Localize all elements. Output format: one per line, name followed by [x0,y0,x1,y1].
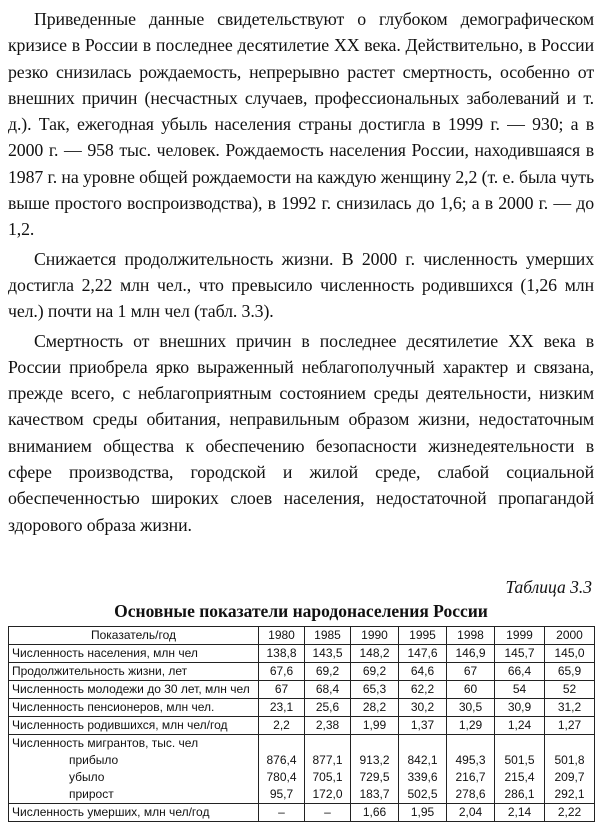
table-cell: 501,5 [495,752,545,769]
paragraph-1: Приведенные данные свидетельствуют о глубоком демографическом кризисе в России в последнее десятилетие XX века. Действительно, в России резко снизилась рождаемость, непрерывно растет смертность, особенно от внешних причин (несчастных случаев, профессиональных заболеваний и т. д.). Так, ежегодная убыль населения страны достигла в 1999 г. — 930; а в 2000 г. — 958 тыс. человек. Рождаемость населения России, находившаяся в 1987 г. на уровне общей рождаемости на каждую женщину 2,2 (т. е. была чуть выше простого воспроизводства), в 1992 г. снизилась до 1,6; а в 2000 г. — до 1,2. [8,9,594,240]
row-label: Численность родившихся, млн чел/год [9,716,259,734]
table-cell: 2,38 [305,716,351,734]
table-cell: 502,5 [399,786,447,804]
table-cell: 30,9 [495,698,545,716]
table-cell: 495,3 [447,752,495,769]
table-row [9,698,595,716]
table-cell: 877,1 [305,752,351,769]
header-cell: 2000 [545,626,595,644]
table-cell: 2,14 [495,803,545,821]
paragraph-2: Снижается продолжительность жизни. В 2000 г. численность умерших достигла 2,22 млн чел., что превысило численность родившихся (1,26 млн чел.) почти на 1 млн чел (табл. 3.3). [8,248,594,322]
table-cell: 68,4 [305,680,351,698]
table-cell: 2,04 [447,803,495,821]
table-cell: 1,66 [351,803,399,821]
table-cell: 286,1 [495,786,545,804]
table-cell: 67,6 [259,662,305,680]
table-cell: 25,6 [305,698,351,716]
table-cell: 292,1 [545,786,595,804]
table-cell: 1,24 [495,716,545,734]
table-cell: 28,2 [351,698,399,716]
table-cell: 2,22 [545,803,595,821]
table-cell: 842,1 [399,752,447,769]
table-cell: 1,29 [447,716,495,734]
population-table [8,626,595,822]
header-cell: 1999 [495,626,545,644]
table-cell: 145,7 [495,644,545,662]
table-cell: 1,95 [399,803,447,821]
table-row-migrants [9,734,595,752]
table-cell: 729,5 [351,769,399,786]
table-row [9,716,595,734]
table-row [9,662,595,680]
header-cell: Показатель/год [9,626,259,644]
header-cell: 1980 [259,626,305,644]
table-cell: 23,1 [259,698,305,716]
table-cell: 145,0 [545,644,595,662]
table-cell: 1,37 [399,716,447,734]
header-cell: 1990 [351,626,399,644]
table-cell: 278,6 [447,786,495,804]
table-row [9,803,595,821]
table-cell: 54 [495,680,545,698]
paragraph-3: Смертность от внешних причин в последнее десятилетие XX века в России приобрела ярко выраженный неблагополучный характер и связана, прежде всего, с неблагоприятным состоянием среды деятельности, низким качеством среды обитания, неправильным образом жизни, недостаточным вниманием общества к обеспечению безопасности жизнедеятельности в сфере производства, городской и жилой среде, слабой социальной обеспеченностью широких слоев населения, недостаточной пропагандой здорового образа жизни. [8,330,594,535]
table-caption: Таблица 3.3 [505,576,592,597]
table-cell: 52 [545,680,595,698]
table-cell: – [259,803,305,821]
table-cell: 1,99 [351,716,399,734]
table-cell: 339,6 [399,769,447,786]
table-cell: 31,2 [545,698,595,716]
row-label: Численность мигрантов, тыс. чел [9,734,259,752]
header-cell: 1985 [305,626,351,644]
table-row [9,644,595,662]
table-cell: 62,2 [399,680,447,698]
table-cell: 780,4 [259,769,305,786]
table-row [9,680,595,698]
table-row [9,769,595,786]
table-cell: 705,1 [305,769,351,786]
table-header-row [9,626,595,644]
table-cell: 913,2 [351,752,399,769]
row-label: Численность умерших, млн чел/год [9,803,259,821]
header-cell: 1995 [399,626,447,644]
table-cell: 2,2 [259,716,305,734]
row-label: Численность населения, млн чел [9,644,259,662]
row-label: Численность молодежи до 30 лет, млн чел [9,680,259,698]
row-label: прибыло [9,752,259,769]
table-title: Основные показатели народонаселения России [114,600,488,621]
table-cell: 30,5 [447,698,495,716]
table-cell: 66,4 [495,662,545,680]
table-row [9,752,595,769]
table-cell: 65,3 [351,680,399,698]
table-row [9,786,595,804]
table-cell: 501,8 [545,752,595,769]
table-cell: 1,27 [545,716,595,734]
table-cell: 876,4 [259,752,305,769]
table-cell: 95,7 [259,786,305,804]
table-cell: 64,6 [399,662,447,680]
body-text [8,6,594,538]
table-cell: 183,7 [351,786,399,804]
table-cell: 60 [447,680,495,698]
table-cell: 216,7 [447,769,495,786]
table-cell: 147,6 [399,644,447,662]
row-label: Численность пенсионеров, млн чел. [9,698,259,716]
table-cell: 69,2 [351,662,399,680]
table-cell: 172,0 [305,786,351,804]
table-cell: 146,9 [447,644,495,662]
table-cell: 67 [259,680,305,698]
table-cell: 143,5 [305,644,351,662]
table-cell: 30,2 [399,698,447,716]
table-cell: 69,2 [305,662,351,680]
table-cell: 209,7 [545,769,595,786]
table-cell: – [305,803,351,821]
row-label: убыло [9,769,259,786]
table-cell: 65,9 [545,662,595,680]
table-cell: 148,2 [351,644,399,662]
row-label: прирост [9,786,259,804]
table-cell: 138,8 [259,644,305,662]
table-cell: 67 [447,662,495,680]
table-cell: 215,4 [495,769,545,786]
header-cell: 1998 [447,626,495,644]
row-label: Продолжительность жизни, лет [9,662,259,680]
